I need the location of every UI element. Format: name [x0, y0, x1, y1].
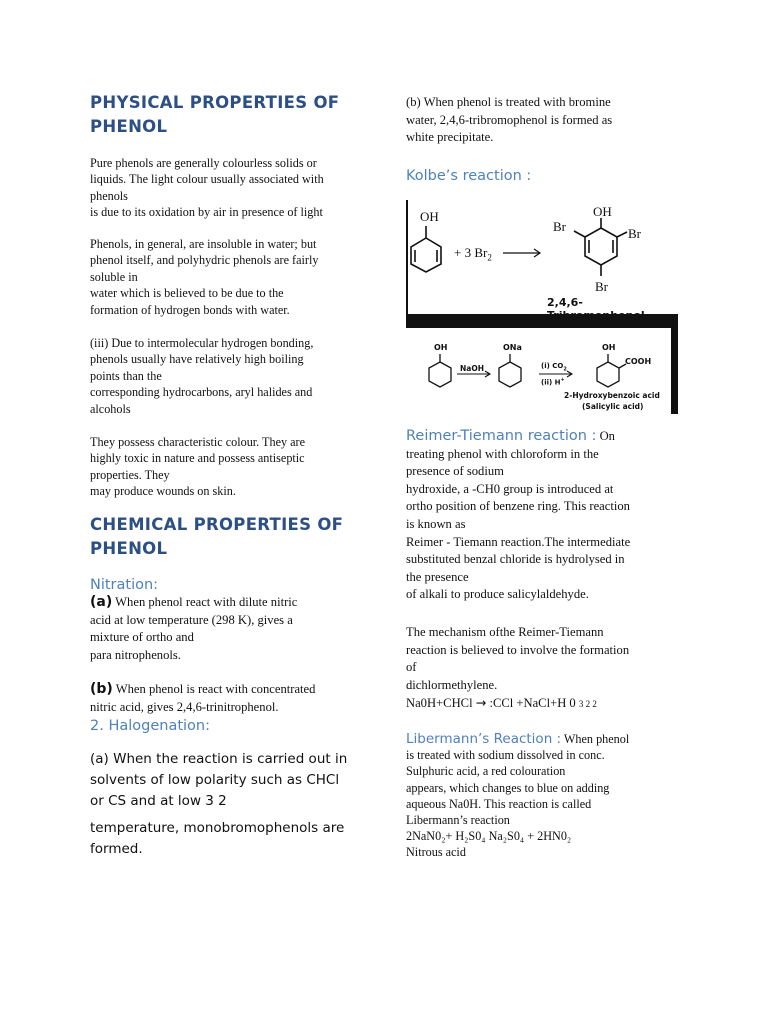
cooh-label: COOH: [625, 357, 652, 366]
oh-product-label: OH: [593, 204, 612, 219]
co2-step-label: (i) $CO_2$: [541, 362, 567, 373]
reagent-label: + 3 $Br_2$: [454, 245, 492, 263]
br-right-label: Br: [628, 226, 641, 241]
tribromophenol-caption: 2,4,6-: [547, 296, 583, 309]
bromine-water-paragraph: (b) When phenol is treated with bromine water, 2,4,6-tribromophenol is formed as white precipitate.: [406, 95, 613, 145]
ona-label: ONa: [503, 343, 522, 352]
phenoxide-ring: [499, 354, 521, 387]
kolbe-heading: Kolbe’s reaction :: [406, 168, 532, 184]
kolbe-diagram: [406, 314, 678, 414]
mechanism-paragraph: The mechanism ofthe Reimer-Tiemann reaction is believed to involve the formation of dichlormethylene. Na0H+CHCl → :CCl +NaCl+H 0 3 2 2: [406, 624, 678, 714]
paragraph-toxicity: They possess characteristic colour. They are highly toxic in nature and possess antiseptic properties. They may produce wounds on skin.: [90, 435, 306, 499]
mechanism-equation: Na0H+CHCl → :CCl +NaCl+H 0 3 2 2: [406, 695, 597, 711]
h-step-label: (ii) H+: [541, 377, 565, 387]
nitration-a: (a) When phenol react with dilute nitric acid at low temperature (298 K), gives a mixture of ortho and para nitrophenols.: [90, 594, 298, 662]
br-bottom-label: Br: [595, 279, 608, 294]
halogenation-a: (a) When the reaction is carried out in solvents of low polarity such as CHCl or CS and at low 3 2: [90, 751, 348, 809]
oh-small-label: OH: [434, 343, 448, 352]
libermann-heading: Libermann’s Reaction :: [406, 731, 562, 747]
br-left-label: Br: [553, 219, 566, 234]
libermann-equation: 2NaN0₂+ H₂S0₄ Na₂S0₄ + 2HN0₂: [406, 829, 572, 844]
tribromophenol-ring: [574, 218, 627, 276]
paragraph-colour: Pure phenols are generally colourless solids or liquids. The light colour usually associated with phenols is due to its oxidation by air in presence of light: [90, 156, 324, 220]
reimer-tiemann-heading: Reimer-Tiemann reaction :: [406, 428, 597, 444]
paragraph-solubility: Phenols, in general, are insoluble in water; but phenol itself, and polyhydric phenols are fairly soluble in water which is believed to be due to the formation of hydrogen bonds with water.: [90, 237, 319, 317]
naoh-label: NaOH: [460, 364, 484, 373]
chemical-properties-title: CHEMICAL PROPERTIES OF PHENOL: [90, 515, 344, 558]
right-column-lower: Reimer-Tiemann reaction : On treating phenol with chloroform in the presence of sodium hydroxide, a -CH0 group is introduced at ortho position of benzene ring. This reaction is known as Reimer - Tiemann reaction.The intermediate substituted benzal chloride is hydrolysed in the presence of alkali to produce salicylaldehyde.: [406, 428, 678, 604]
halogenation-b: temperature, monobromophenols are formed.: [90, 820, 345, 857]
tribromophenol-diagram: [406, 200, 678, 314]
nitration-heading: Nitration:: [90, 577, 159, 593]
oh-salicylic-label: OH: [602, 343, 616, 352]
physical-properties-title: PHYSICAL PROPERTIES OF PHENOL: [90, 93, 340, 136]
reaction-arrow: [503, 249, 540, 257]
phenol-ring-small: [429, 354, 451, 387]
salicylic-ring: [597, 354, 626, 387]
salicylic-label: (Salicylic acid): [582, 402, 644, 411]
oh-label: OH: [420, 209, 439, 224]
halogenation-heading: 2. Halogenation:: [90, 718, 210, 734]
paragraph-boiling: (iii) Due to intermolecular hydrogen bonding, phenols usually have relatively high boiling points than the corresponding hydrocarbons, aryl halides and alcohols: [90, 336, 314, 416]
libermann-paragraph: Libermann’s Reaction : When phenol is treated with sodium dissolved in conc. Sulphuric acid, a red colouration appears, which changes to blue on adding aqueous Na0H. This reaction is called Libermann’s reaction 2NaN0₂+ H₂S0₄ Na₂S0₄ + 2HN0₂ Nitrous acid: [406, 731, 678, 861]
nitration-b: (b) When phenol is react with concentrated nitric acid, gives 2,4,6-trinitrophenol.: [90, 681, 316, 714]
phenol-ring: [411, 226, 441, 272]
hydroxybenzoic-label: 2-Hydroxybenzoic acid: [564, 391, 660, 400]
reimer-tiemann-paragraph: Reimer-Tiemann reaction : On: [406, 428, 615, 444]
